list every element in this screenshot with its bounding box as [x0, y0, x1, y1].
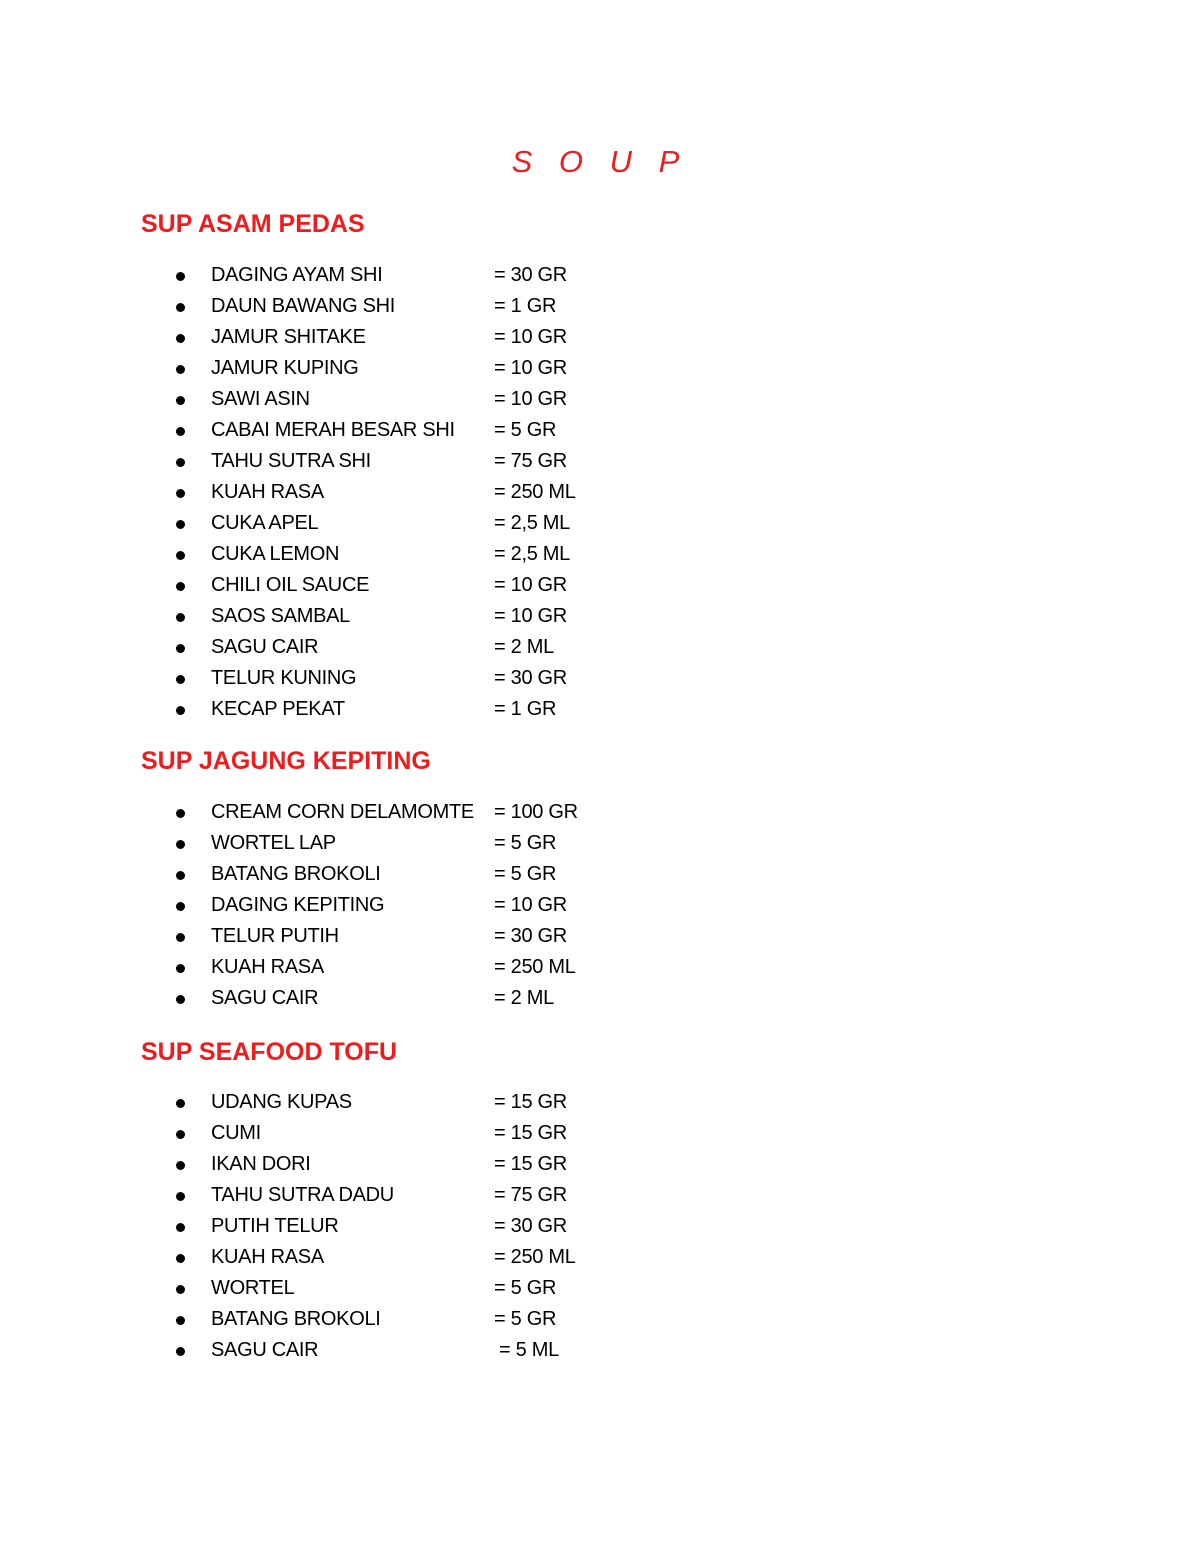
- bullet-icon: [176, 1223, 185, 1232]
- ingredient-quantity: = 100 GR: [494, 801, 578, 823]
- ingredient-quantity: = 2,5 ML: [494, 543, 570, 565]
- bullet-icon: [176, 582, 185, 591]
- ingredient-quantity: = 5 GR: [494, 1277, 557, 1299]
- ingredient-quantity: = 10 GR: [494, 574, 567, 596]
- ingredient-name: SAGU CAIR: [211, 1339, 319, 1361]
- ingredient-quantity: = 1 GR: [494, 295, 557, 317]
- ingredient-quantity: = 10 GR: [494, 326, 567, 348]
- ingredient-quantity: = 5 GR: [494, 832, 557, 854]
- ingredient-quantity: = 10 GR: [494, 605, 567, 627]
- bullet-icon: [176, 365, 185, 374]
- ingredient-quantity: = 30 GR: [494, 925, 567, 947]
- ingredient-name: CUKA LEMON: [211, 543, 340, 565]
- ingredient-name: BATANG BROKOLI: [211, 863, 381, 885]
- ingredient-name: PUTIH TELUR: [211, 1215, 339, 1237]
- ingredient-name: TAHU SUTRA SHI: [211, 450, 371, 472]
- ingredient-quantity: = 2 ML: [494, 987, 554, 1009]
- ingredient-name: TAHU SUTRA DADU: [211, 1184, 394, 1206]
- ingredient-name: SAOS SAMBAL: [211, 605, 350, 627]
- bullet-icon: [176, 675, 185, 684]
- ingredient-quantity: = 5 GR: [494, 419, 557, 441]
- ingredient-quantity: = 15 GR: [494, 1122, 567, 1144]
- ingredient-name: KUAH RASA: [211, 956, 324, 978]
- bullet-icon: [176, 613, 185, 622]
- ingredient-name: TELUR PUTIH: [211, 925, 339, 947]
- ingredient-name: WORTEL: [211, 1277, 295, 1299]
- ingredient-quantity: = 10 GR: [494, 388, 567, 410]
- bullet-icon: [176, 1161, 185, 1170]
- bullet-icon: [176, 840, 185, 849]
- section-heading: SUP ASAM PEDAS: [141, 210, 365, 238]
- ingredient-quantity: = 75 GR: [494, 450, 567, 472]
- ingredient-quantity: = 15 GR: [494, 1091, 567, 1113]
- bullet-icon: [176, 964, 185, 973]
- bullet-icon: [176, 871, 185, 880]
- bullet-icon: [176, 1347, 185, 1356]
- bullet-icon: [176, 458, 185, 467]
- section-heading: SUP JAGUNG KEPITING: [141, 747, 431, 775]
- bullet-icon: [176, 272, 185, 281]
- ingredient-quantity: = 15 GR: [494, 1153, 567, 1175]
- ingredient-quantity: = 5 ML: [499, 1339, 559, 1361]
- bullet-icon: [176, 1192, 185, 1201]
- bullet-icon: [176, 902, 185, 911]
- bullet-icon: [176, 489, 185, 498]
- bullet-icon: [176, 995, 185, 1004]
- bullet-icon: [176, 644, 185, 653]
- bullet-icon: [176, 809, 185, 818]
- ingredient-name: IKAN DORI: [211, 1153, 311, 1175]
- bullet-icon: [176, 396, 185, 405]
- ingredient-name: DAGING AYAM SHI: [211, 264, 383, 286]
- ingredient-quantity: = 30 GR: [494, 667, 567, 689]
- ingredient-name: KECAP PEKAT: [211, 698, 345, 720]
- ingredient-name: CUMI: [211, 1122, 261, 1144]
- ingredient-quantity: = 2 ML: [494, 636, 554, 658]
- section-sup-jagung-kepiting: [141, 741, 841, 1009]
- ingredient-name: JAMUR SHITAKE: [211, 326, 366, 348]
- section-heading: SUP SEAFOOD TOFU: [141, 1038, 398, 1066]
- ingredient-name: UDANG KUPAS: [211, 1091, 352, 1113]
- ingredient-quantity: = 10 GR: [494, 894, 567, 916]
- bullet-icon: [176, 334, 185, 343]
- bullet-icon: [176, 933, 185, 942]
- ingredient-name: KUAH RASA: [211, 1246, 324, 1268]
- ingredient-quantity: = 5 GR: [494, 1308, 557, 1330]
- page-title: S O U P: [511, 144, 689, 179]
- section-sup-seafood-tofu: [141, 1032, 841, 1361]
- ingredient-quantity: = 75 GR: [494, 1184, 567, 1206]
- ingredient-quantity: = 250 ML: [494, 956, 576, 978]
- bullet-icon: [176, 427, 185, 436]
- section-sup-asam-pedas: [141, 204, 841, 720]
- ingredient-name: BATANG BROKOLI: [211, 1308, 381, 1330]
- bullet-icon: [176, 706, 185, 715]
- ingredient-name: CREAM CORN DELAMOMTE: [211, 801, 474, 823]
- ingredient-name: SAGU CAIR: [211, 636, 319, 658]
- bullet-icon: [176, 1099, 185, 1108]
- ingredient-quantity: = 5 GR: [494, 863, 557, 885]
- bullet-icon: [176, 520, 185, 529]
- ingredient-name: WORTEL LAP: [211, 832, 336, 854]
- ingredient-name: DAGING KEPITING: [211, 894, 385, 916]
- ingredient-name: CUKA APEL: [211, 512, 319, 534]
- ingredient-name: SAWI ASIN: [211, 388, 310, 410]
- ingredient-quantity: = 10 GR: [494, 357, 567, 379]
- ingredient-name: SAGU CAIR: [211, 987, 319, 1009]
- bullet-icon: [176, 551, 185, 560]
- ingredient-quantity: = 30 GR: [494, 264, 567, 286]
- ingredient-name: DAUN BAWANG SHI: [211, 295, 396, 317]
- ingredient-name: CABAI MERAH BESAR SHI: [211, 419, 455, 441]
- bullet-icon: [176, 1130, 185, 1139]
- bullet-icon: [176, 303, 185, 312]
- ingredient-quantity: = 1 GR: [494, 698, 557, 720]
- ingredient-name: TELUR KUNING: [211, 667, 357, 689]
- ingredient-quantity: = 250 ML: [494, 1246, 576, 1268]
- bullet-icon: [176, 1316, 185, 1325]
- ingredient-quantity: = 2,5 ML: [494, 512, 570, 534]
- ingredient-name: CHILI OIL SAUCE: [211, 574, 370, 596]
- bullet-icon: [176, 1254, 185, 1263]
- ingredient-name: KUAH RASA: [211, 481, 324, 503]
- bullet-icon: [176, 1285, 185, 1294]
- ingredient-name: JAMUR KUPING: [211, 357, 359, 379]
- ingredient-quantity: = 30 GR: [494, 1215, 567, 1237]
- ingredient-quantity: = 250 ML: [494, 481, 576, 503]
